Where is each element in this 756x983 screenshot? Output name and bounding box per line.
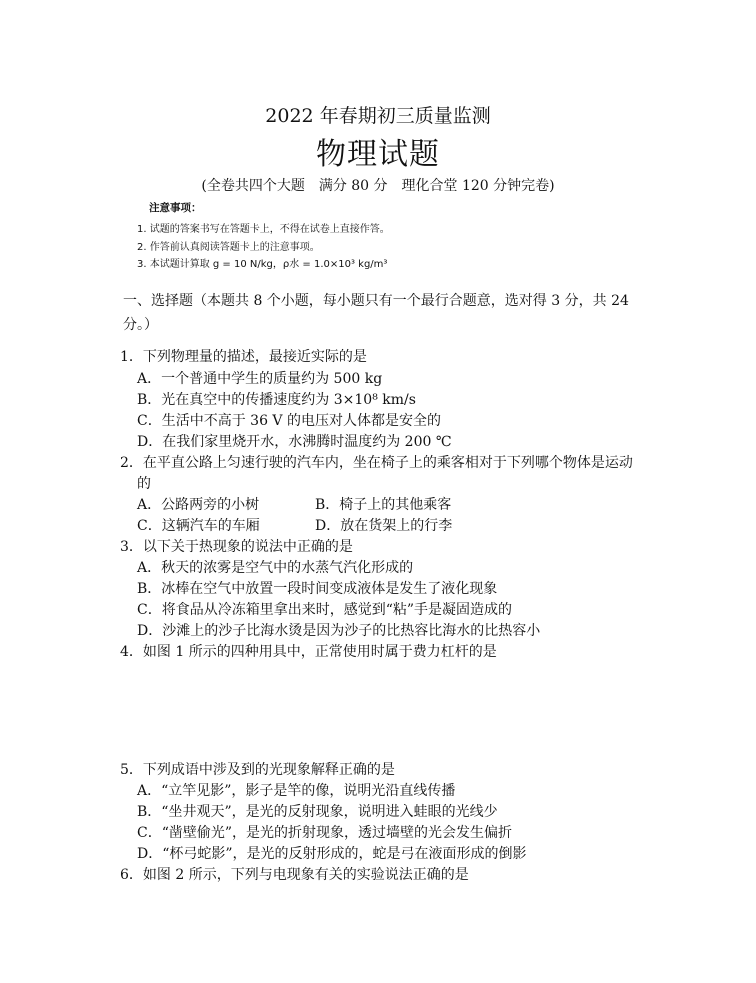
question-option: A．秋天的浓雾是空气中的水蒸气汽化形成的 (137, 560, 414, 576)
exam-title: 2022 年春期初三质量监测 (265, 105, 491, 127)
question-option: C．“凿壁偷光”，是光的折射现象，透过墙壁的光会发生偏折 (137, 825, 513, 841)
question-stem: 5．下列成语中涉及到的光现象解释正确的是 (120, 762, 395, 778)
subject-title: 物理试题 (316, 137, 440, 172)
question-option: D．放在货架上的行李 (315, 518, 453, 534)
question-option: C．这辆汽车的车厢 (137, 518, 260, 534)
question-option: B．“坐井观天”，是光的反射现象，说明进入蛙眼的光线少 (137, 804, 498, 820)
notes-heading: 注意事项： (149, 202, 202, 214)
section-heading: 一、选择题（本题共 8 个小题，每小题只有一个最行合题意，选对得 3 分，共 24 分。） (123, 293, 629, 333)
note-item: 1. 试题的答案书写在答题卡上，不得在试卷上直接作答。 (137, 224, 390, 235)
question-option: A．一个普通中学生的质量约为 500 kg (137, 371, 383, 387)
question-option: D．“杯弓蛇影”，是光的反射形成的，蛇是弓在液面形成的倒影 (137, 846, 527, 862)
note-item: 3. 本试题计算取 g = 10 N/kg，ρ水 = 1.0×10³ kg/m³ (137, 259, 388, 270)
question-stem-continuation: 的 (137, 476, 151, 492)
question-option: A．“立竿见影”，影子是竿的像，说明光沿直线传播 (137, 783, 456, 799)
question-option: D．在我们家里烧开水，水沸腾时温度约为 200 ℃ (137, 434, 452, 450)
question-stem: 2．在平直公路上匀速行驶的汽车内，坐在椅子上的乘客相对于下列哪个物体是运动 (120, 455, 633, 471)
question-option: A．公路两旁的小树 (137, 497, 260, 513)
question-option: C．将食品从冷冻箱里拿出来时，感觉到“粘”手是凝固造成的 (137, 602, 513, 618)
question-stem: 1．下列物理量的描述，最接近实际的是 (120, 349, 367, 365)
figure-1-area (120, 662, 640, 752)
question-option: B．冰棒在空气中放置一段时间变成液体是发生了液化现象 (137, 581, 498, 597)
question-stem: 4．如图 1 所示的四种用具中，正常使用时属于费力杠杆的是 (120, 644, 497, 660)
note-item: 2. 作答前认真阅读答题卡上的注意事项。 (137, 242, 320, 253)
question-option: B．光在真空中的传播速度约为 3×10⁸ km/s (137, 392, 416, 408)
question-option: C．生活中不高于 36 V 的电压对人体都是安全的 (137, 413, 441, 429)
question-option: D．沙滩上的沙子比海水烫是因为沙子的比热容比海水的比热容小 (137, 623, 541, 639)
question-stem: 3．以下关于热现象的说法中正确的是 (120, 539, 353, 555)
question-stem: 6．如图 2 所示，下列与电现象有关的实验说法正确的是 (120, 867, 469, 883)
exam-subtitle: (全卷共四个大题 满分 80 分 理化合堂 120 分钟完卷) (201, 178, 555, 194)
question-option: B．椅子上的其他乘客 (315, 497, 452, 513)
